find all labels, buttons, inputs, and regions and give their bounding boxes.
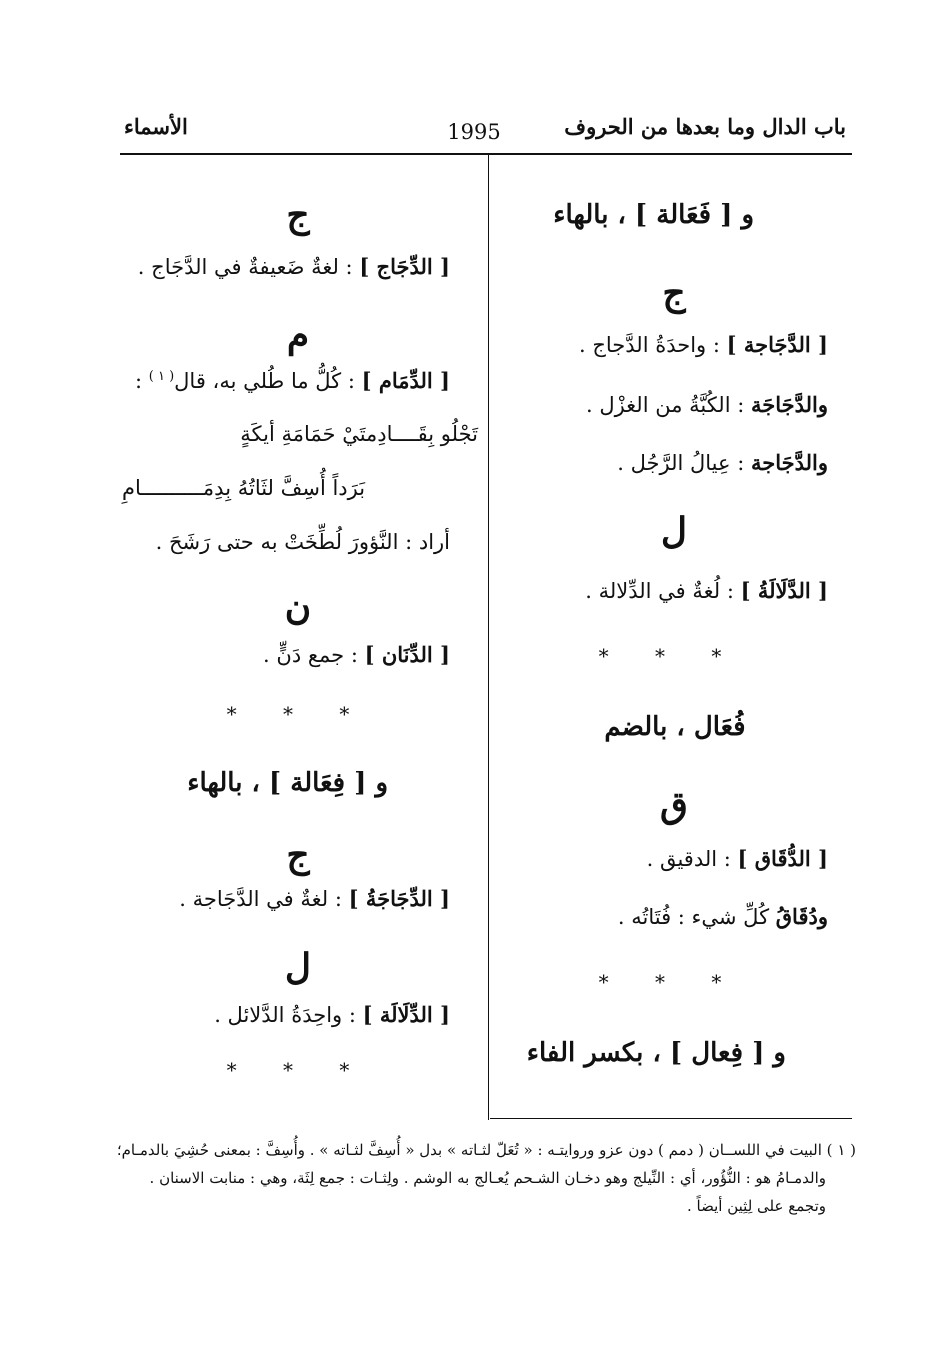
headword: [ الدِّلَالَة ] (362, 1002, 450, 1027)
footnote-marker[interactable]: ( ١ ) (148, 369, 175, 384)
headword: [ الدُّقَاق ] (737, 846, 828, 871)
letter-heading: ق (660, 784, 688, 826)
letter-heading: ل (660, 510, 688, 552)
entry (500, 450, 828, 475)
column-divider (488, 154, 489, 1120)
definition: : لُغةٌ في الدِّلالة . (585, 579, 741, 603)
footnote-line: ( ١ ) البيت في اللســان ( دمم ) دون عزو وروايتـه : « تُعَلّ لثـاته » بدل « أُسِفَّ لثـاته » . وأُسِفَّ : بمعنى حُشِيَ بالدمـام؛ (116, 1141, 856, 1159)
footnote-line: والدمـامُ هو : النُّؤُور، أي : النِّيلج وهو دخـان الشـحم يُعـالج به الوشم . ولِثـات : جمع لِثَة، وهي : منابت الاسنان . (149, 1169, 826, 1187)
headword: والدَّجَاجة (750, 450, 828, 475)
headword: [ الدِّنَان ] (364, 642, 450, 667)
letter-heading: ل (284, 946, 312, 988)
headword: والدَّجَاجَة (750, 392, 828, 417)
letter-heading: م (286, 314, 310, 356)
definition: : الدقيق . (646, 847, 738, 871)
section-title: الأسماء (124, 114, 188, 139)
verse-line: تَجْلُو بِقَــــادِمتَيْ حَمَامَةِ أيكَةٍ (240, 422, 478, 446)
section-heading: و [ فِعَالة ] ، بالهاء (187, 768, 388, 798)
footnote-rule (490, 1118, 852, 1119)
letter-heading: ج (286, 194, 310, 236)
definition: كُلِّ شيء : فُتَاتُه . (617, 905, 776, 929)
definition: : واحِدَةُ الدَّلائل . (214, 1003, 363, 1027)
letter-heading: ج (662, 272, 686, 314)
chapter-title: باب الدال وما بعدها من الحروف (564, 114, 846, 139)
letter-heading: ن (284, 586, 312, 628)
definition: : جمع دَنٍّ . (263, 643, 365, 667)
separator-stars: * * * (598, 970, 742, 994)
headword: [ الدَّجَاجة ] (726, 332, 828, 357)
entry (118, 1002, 450, 1027)
entry (500, 904, 828, 929)
entry (500, 846, 828, 871)
verse-line: بَرَداً أُسِفَّ لثَاتُهُ بِدِمَــــــــــامِ (122, 476, 366, 500)
definition: : لغةٌ في الدَّجَاجة . (179, 887, 349, 911)
entry (118, 368, 450, 393)
entry (500, 332, 828, 357)
definition: : كُلُّ ما طُلي به، قال (174, 369, 362, 393)
headword: ودُقَاقُ (775, 904, 828, 929)
letter-heading: ج (286, 834, 310, 876)
separator-stars: * * * (226, 702, 370, 726)
section-heading: و [ فَعَالة ] ، بالهاء (553, 200, 754, 230)
separator-stars: * * * (598, 644, 742, 668)
header-rule (120, 153, 852, 155)
headword: [ الدَّلَالَةُ ] (740, 578, 828, 603)
headword: [ الدِّجَاج ] (359, 254, 450, 279)
headword: [ الدِّمَام ] (361, 368, 450, 393)
footnote (116, 1136, 856, 1220)
entry (118, 254, 450, 279)
entry (118, 642, 450, 667)
separator-stars: * * * (226, 1058, 370, 1082)
page-number: 1995 (447, 120, 501, 144)
definition: : الكُبَّةُ من الغزْل . (585, 393, 751, 417)
definition: : عِيالُ الرَّجُل . (617, 451, 751, 475)
entry (500, 578, 828, 603)
section-heading: فُعَال ، بالضم (604, 712, 746, 742)
definition: : لغةٌ ضَعيفةٌ في الدَّجَاج . (137, 255, 360, 279)
section-heading: و [ فِعال ] ، بكسر الفاء (526, 1038, 786, 1068)
entry: أراد : النَّؤورَ لُطِّخَتْ به حتى رَشَحَ . (155, 530, 450, 554)
definition: : واحدَةُ الدَّجاج . (578, 333, 727, 357)
definition-colon: : (134, 369, 149, 393)
entry (500, 392, 828, 417)
footnote-line: وتجمع على لِثِين أيضاً . (687, 1197, 826, 1215)
entry (118, 886, 450, 911)
headword: [ الدِّجَاجَةُ ] (348, 886, 450, 911)
